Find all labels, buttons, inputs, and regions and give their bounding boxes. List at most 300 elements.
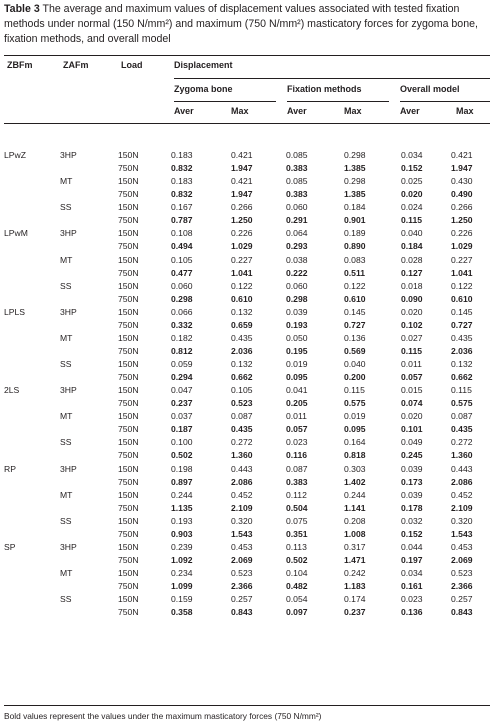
cell-value: 0.332 [171,319,193,330]
cell-value: 0.435 [451,332,473,343]
cell-value: 0.145 [344,306,366,317]
cell-value: 0.101 [401,424,423,435]
cell-zafm [60,293,118,306]
cell-value: 0.054 [286,594,308,605]
cell-zbfm [4,410,60,423]
cell-value: 0.040 [401,228,423,239]
table-row [4,371,490,384]
cell-value: 0.183 [171,150,193,161]
cell-value: 0.298 [286,293,308,304]
cell-zafm [60,345,118,358]
cell-zbfm [4,332,60,345]
cell-value: 0.257 [451,594,473,605]
cell-zbfm [4,567,60,580]
cell-value: 0.575 [344,398,366,409]
table-row [4,606,490,619]
cell-value: 2.109 [231,502,253,513]
cell-zafm: SS [60,202,72,213]
cell-value: 0.145 [451,306,473,317]
cell-value: 1.183 [344,581,366,592]
cell-value: 0.239 [171,541,193,552]
header-fixation-max: Max [344,106,362,116]
cell-load: 150N [118,437,139,448]
table-row [4,162,490,175]
cell-value: 0.038 [286,254,308,265]
cell-value: 0.490 [451,189,473,200]
cell-value: 0.057 [286,424,308,435]
cell-load: 750N [118,581,139,592]
cell-value: 0.164 [344,437,366,448]
table-row [4,149,490,162]
cell-value: 0.115 [401,345,423,356]
cell-load: 750N [118,398,139,409]
cell-load: 150N [118,463,139,474]
cell-value: 0.727 [451,319,473,330]
cell-value: 0.351 [286,528,308,539]
cell-value: 2.036 [231,345,253,356]
cell-value: 1.092 [171,554,193,565]
cell-value: 0.087 [231,411,253,422]
cell-value: 0.100 [171,437,193,448]
cell-value: 0.298 [344,150,366,161]
cell-zafm [60,240,118,253]
table-row [4,502,490,515]
cell-value: 0.049 [401,437,423,448]
cell-load: 150N [118,306,139,317]
cell-value: 0.019 [344,411,366,422]
header-overall-aver: Aver [400,106,420,116]
cell-value: 1.543 [231,528,253,539]
cell-value: 0.015 [401,385,423,396]
cell-load: 750N [118,372,139,383]
cell-value: 0.421 [231,176,253,187]
cell-value: 0.011 [286,411,307,422]
cell-value: 0.184 [344,202,366,213]
cell-value: 0.095 [286,372,308,383]
cell-value: 2.109 [451,502,473,513]
cell-value: 0.132 [451,359,473,370]
cell-zafm: MT [60,568,73,579]
cell-load: 750N [118,554,139,565]
cell-value: 0.303 [344,463,366,474]
cell-value: 0.244 [344,489,366,500]
cell-value: 0.453 [231,541,253,552]
top-rule [4,55,490,56]
cell-value: 0.060 [286,202,308,213]
cell-zafm [60,162,118,175]
cell-value: 0.025 [401,176,423,187]
cell-value: 1.947 [451,163,473,174]
cell-value: 0.245 [401,450,423,461]
cell-value: 0.023 [286,437,308,448]
cell-value: 0.108 [171,228,193,239]
bottom-rule [4,705,490,706]
cell-value: 1.099 [171,581,193,592]
cell-value: 0.039 [401,463,423,474]
cell-zbfm [4,606,60,619]
cell-zbfm [4,214,60,227]
table-row [4,554,490,567]
cell-value: 0.435 [451,424,473,435]
header-fixation-aver: Aver [287,106,307,116]
cell-value: 0.159 [171,594,193,605]
cell-load: 150N [118,568,139,579]
cell-value: 0.266 [231,202,253,213]
cell-value: 0.027 [401,332,423,343]
table-row [4,489,490,502]
cell-value: 2.036 [451,345,473,356]
cell-value: 2.366 [231,581,253,592]
table-row [4,175,490,188]
cell-value: 0.173 [401,476,423,487]
cell-zafm [60,188,118,201]
cell-value: 2.069 [451,554,473,565]
cell-zbfm: LPwZ [4,150,26,161]
cell-value: 0.113 [286,541,307,552]
header-fixation-methods: Fixation methods [287,84,362,94]
cell-value: 0.083 [344,254,366,265]
cell-load: 750N [118,502,139,513]
cell-value: 0.237 [171,398,193,409]
cell-value: 0.152 [401,528,423,539]
cell-load: 750N [118,215,139,226]
cell-load: 750N [118,345,139,356]
cell-value: 0.843 [451,607,473,618]
cell-load: 150N [118,411,139,422]
cell-value: 1.029 [231,241,253,252]
cell-value: 0.115 [401,215,423,226]
cell-value: 0.383 [286,476,308,487]
cell-load: 150N [118,202,139,213]
cell-value: 0.019 [286,359,308,370]
cell-zbfm [4,254,60,267]
cell-value: 0.060 [171,280,193,291]
table-row [4,449,490,462]
cell-value: 0.050 [286,332,308,343]
cell-value: 0.832 [171,189,193,200]
table-row [4,214,490,227]
cell-value: 1.471 [344,554,366,565]
cell-load: 150N [118,150,139,161]
cell-value: 0.430 [451,176,473,187]
cell-zbfm [4,293,60,306]
cell-zbfm [4,449,60,462]
cell-value: 0.575 [451,398,473,409]
cell-value: 0.161 [401,581,423,592]
cell-load: 150N [118,541,139,552]
cell-load: 150N [118,489,139,500]
cell-value: 0.812 [171,345,193,356]
cell-value: 0.122 [451,280,473,291]
table-row [4,332,490,345]
cell-value: 0.727 [344,319,366,330]
cell-value: 0.097 [286,607,308,618]
cell-value: 1.250 [451,215,473,226]
header-overall-model: Overall model [400,84,460,94]
table-row [4,267,490,280]
cell-value: 0.257 [231,594,253,605]
cell-value: 0.659 [231,319,253,330]
cell-zbfm [4,267,60,280]
header-zygoma-max: Max [231,106,249,116]
cell-zbfm: LPLS [4,306,26,317]
cell-value: 0.523 [231,568,253,579]
cell-zbfm [4,175,60,188]
cell-value: 0.184 [401,241,423,252]
cell-value: 0.032 [401,515,423,526]
cell-value: 0.452 [231,489,253,500]
table-label: Table 3 [4,3,40,15]
cell-value: 1.041 [451,267,473,278]
cell-zbfm [4,436,60,449]
cell-zafm: SS [60,515,72,526]
cell-value: 0.610 [344,293,366,304]
table-row [4,397,490,410]
cell-value: 0.843 [231,607,253,618]
cell-value: 0.421 [451,150,473,161]
header-zygoma-bone: Zygoma bone [174,84,233,94]
cell-value: 0.136 [401,607,423,618]
cell-value: 0.112 [286,489,307,500]
cell-value: 0.227 [451,254,473,265]
cell-value: 0.237 [344,607,366,618]
cell-zafm [60,397,118,410]
cell-zbfm [4,397,60,410]
cell-value: 0.059 [171,359,193,370]
cell-zbfm [4,593,60,606]
cell-value: 0.901 [344,215,366,226]
cell-value: 0.226 [231,228,253,239]
header-bottom-rule [4,123,490,124]
cell-zbfm [4,319,60,332]
cell-value: 0.198 [171,463,193,474]
cell-value: 0.293 [286,241,308,252]
cell-value: 0.132 [231,306,253,317]
cell-load: 750N [118,319,139,330]
cell-value: 0.662 [231,372,253,383]
table-row [4,319,490,332]
cell-value: 0.115 [344,385,365,396]
header-load: Load [121,60,143,70]
header-zygoma-aver: Aver [174,106,194,116]
cell-value: 0.523 [231,398,253,409]
cell-value: 0.787 [171,215,193,226]
cell-value: 1.947 [231,189,253,200]
cell-value: 0.037 [171,411,193,422]
cell-value: 0.018 [401,280,423,291]
table-row [4,345,490,358]
table-row [4,293,490,306]
cell-load: 150N [118,332,139,343]
cell-zafm: 3HP [60,306,77,317]
cell-value: 0.272 [231,437,253,448]
cell-value: 0.502 [286,554,308,565]
table-row [4,528,490,541]
cell-value: 0.208 [344,515,366,526]
cell-value: 0.024 [401,202,423,213]
cell-value: 0.034 [401,568,423,579]
overall-rule [400,101,490,102]
cell-zafm: MT [60,332,73,343]
cell-load: 150N [118,228,139,239]
cell-load: 750N [118,424,139,435]
cell-zbfm [4,371,60,384]
cell-zafm [60,371,118,384]
zygoma-rule [174,101,276,102]
cell-value: 0.502 [171,450,193,461]
cell-value: 1.385 [344,163,366,174]
table-row [4,280,490,293]
cell-zafm [60,267,118,280]
cell-zafm: SS [60,280,72,291]
cell-load: 150N [118,280,139,291]
cell-value: 0.453 [451,541,473,552]
cell-zbfm [4,502,60,515]
cell-value: 0.234 [171,568,193,579]
table-row [4,254,490,267]
cell-value: 0.291 [286,215,308,226]
cell-zbfm [4,489,60,502]
cell-value: 0.358 [171,607,193,618]
cell-zafm: SS [60,594,72,605]
cell-value: 0.023 [401,594,423,605]
table-row [4,463,490,476]
cell-zbfm [4,162,60,175]
header-overall-max: Max [456,106,474,116]
cell-value: 1.041 [231,267,253,278]
cell-value: 1.947 [231,163,253,174]
cell-value: 0.897 [171,476,193,487]
cell-load: 750N [118,189,139,200]
cell-zbfm [4,554,60,567]
cell-value: 0.095 [344,424,366,435]
cell-value: 0.090 [401,293,423,304]
header-zafm: ZAFm [63,60,89,70]
cell-zafm: 3HP [60,228,77,239]
cell-value: 0.085 [286,150,308,161]
cell-zbfm [4,528,60,541]
cell-zafm: 3HP [60,385,77,396]
cell-zbfm [4,580,60,593]
cell-value: 0.040 [344,359,366,370]
cell-load: 150N [118,359,139,370]
cell-value: 1.008 [344,528,366,539]
table-row [4,227,490,240]
cell-value: 0.044 [401,541,423,552]
cell-value: 0.610 [231,293,253,304]
cell-value: 0.122 [231,280,253,291]
cell-value: 1.029 [451,241,473,252]
cell-value: 0.104 [286,568,308,579]
cell-value: 0.477 [171,267,193,278]
cell-value: 1.250 [231,215,253,226]
cell-zbfm: RP [4,463,16,474]
cell-zafm [60,476,118,489]
cell-value: 0.057 [401,372,423,383]
cell-value: 0.569 [344,345,366,356]
cell-zafm [60,528,118,541]
table-row [4,541,490,554]
cell-value: 0.443 [231,463,253,474]
cell-zafm [60,502,118,515]
cell-value: 0.266 [451,202,473,213]
cell-value: 2.069 [231,554,253,565]
cell-value: 0.494 [171,241,193,252]
cell-value: 0.832 [171,163,193,174]
cell-zafm [60,554,118,567]
cell-value: 0.105 [171,254,193,265]
cell-value: 0.195 [286,345,308,356]
cell-value: 2.086 [231,476,253,487]
cell-value: 0.511 [344,267,366,278]
cell-value: 0.523 [451,568,473,579]
cell-value: 0.435 [231,332,253,343]
cell-zafm: SS [60,437,72,448]
cell-value: 0.132 [231,359,253,370]
cell-value: 0.383 [286,189,308,200]
cell-value: 0.294 [171,372,193,383]
cell-value: 0.115 [451,385,472,396]
cell-value: 1.385 [344,189,366,200]
cell-load: 150N [118,594,139,605]
table-row [4,476,490,489]
cell-value: 0.272 [451,437,473,448]
cell-value: 1.360 [451,450,473,461]
cell-value: 0.020 [401,306,423,317]
cell-load: 150N [118,385,139,396]
cell-value: 0.039 [401,489,423,500]
cell-value: 0.064 [286,228,308,239]
cell-value: 0.152 [401,163,423,174]
table-row [4,306,490,319]
cell-value: 0.047 [171,385,193,396]
cell-value: 0.178 [401,502,423,513]
displacement-rule [174,78,490,79]
fixation-rule [287,101,389,102]
cell-zafm [60,319,118,332]
cell-zbfm [4,240,60,253]
cell-value: 0.193 [171,515,193,526]
cell-zafm [60,606,118,619]
cell-value: 0.189 [344,228,366,239]
cell-zafm: 3HP [60,150,77,161]
cell-value: 0.320 [451,515,473,526]
cell-load: 750N [118,528,139,539]
cell-value: 0.320 [231,515,253,526]
cell-load: 750N [118,607,139,618]
cell-value: 0.197 [401,554,423,565]
table-row [4,188,490,201]
cell-value: 0.087 [451,411,473,422]
cell-value: 0.222 [286,267,308,278]
cell-value: 0.060 [286,280,308,291]
cell-zafm [60,580,118,593]
cell-value: 0.183 [171,176,193,187]
cell-value: 0.066 [171,306,193,317]
cell-value: 1.543 [451,528,473,539]
cell-value: 0.105 [231,385,253,396]
cell-zafm: 3HP [60,541,77,552]
cell-value: 0.020 [401,189,423,200]
cell-zbfm [4,201,60,214]
cell-value: 0.028 [401,254,423,265]
cell-load: 750N [118,450,139,461]
cell-value: 0.039 [286,306,308,317]
table-row [4,410,490,423]
cell-zbfm [4,345,60,358]
table-row [4,515,490,528]
cell-zbfm [4,188,60,201]
